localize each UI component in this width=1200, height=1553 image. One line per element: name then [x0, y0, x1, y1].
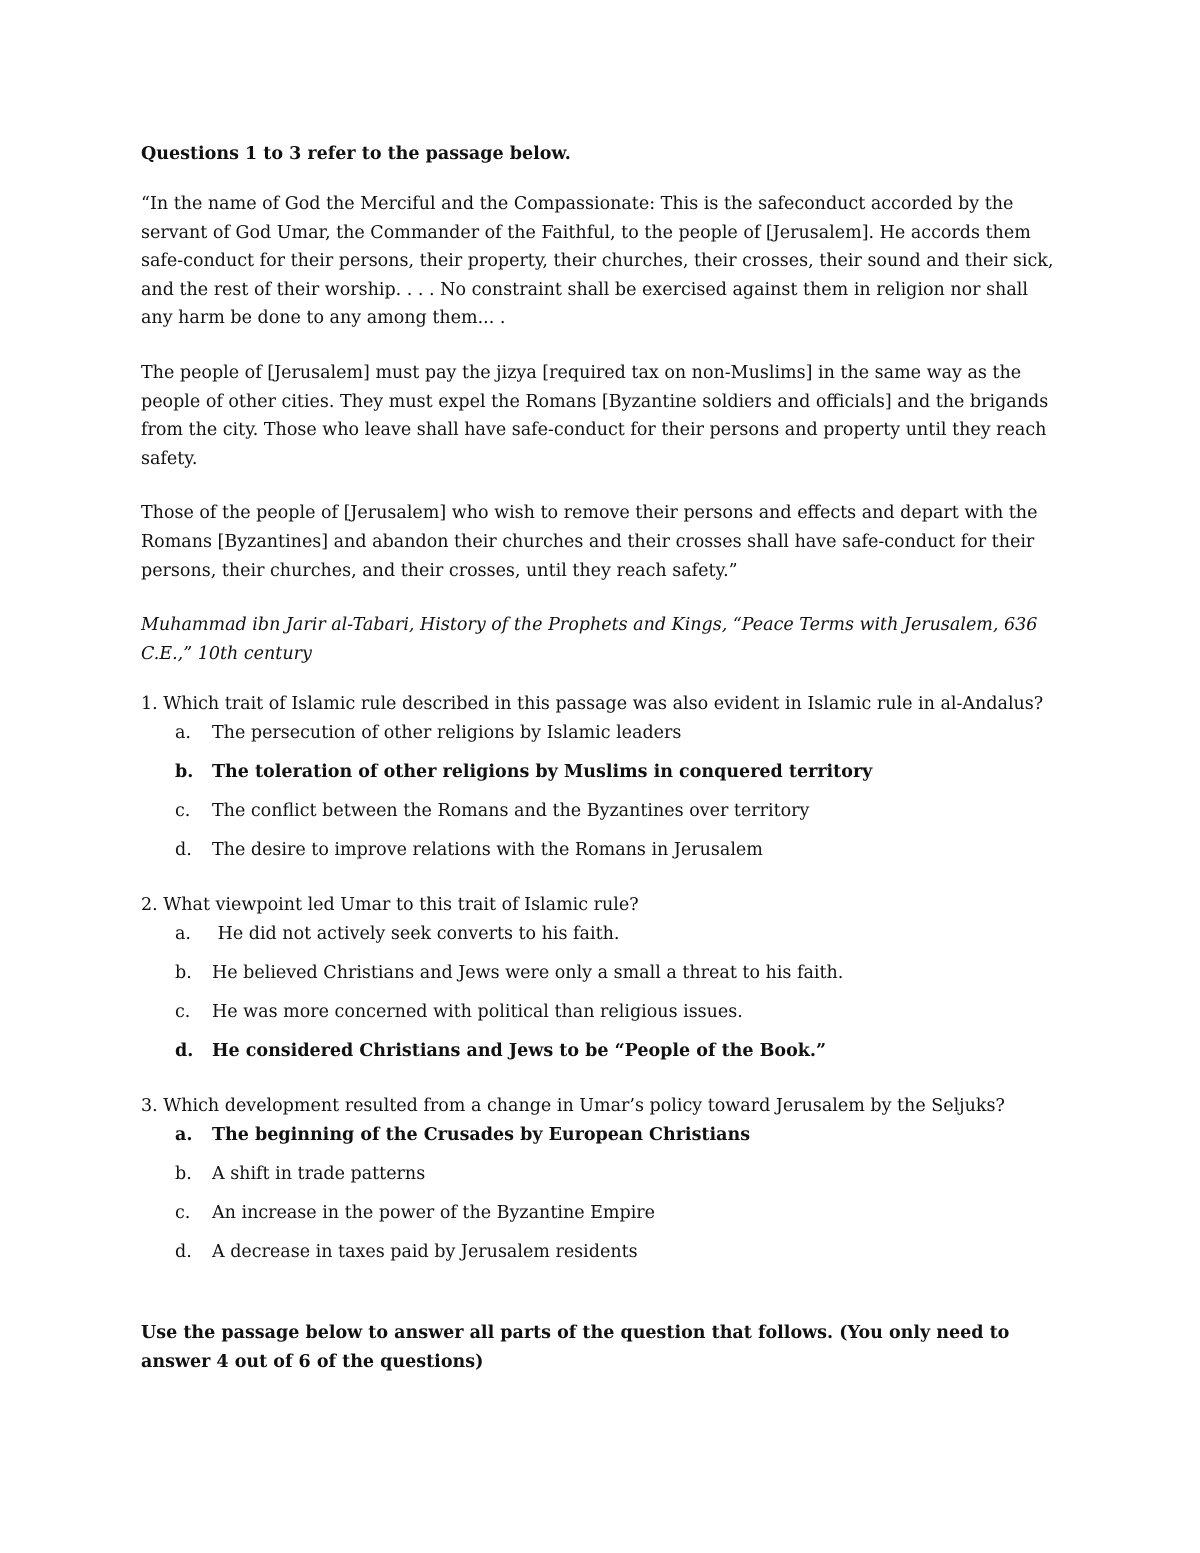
- question-text: 1. Which trait of Islamic rule described in this passage was also evident in Islamic rule in al-Andalus?: [141, 694, 1044, 715]
- option-text: A decrease in taxes paid by Jerusalem residents: [212, 1242, 638, 1263]
- question-text: 2. What viewpoint led Umar to this trait of Islamic rule?: [141, 895, 639, 916]
- option-text: An increase in the power of the Byzantine Empire: [212, 1203, 656, 1224]
- document-page: [141, 140, 1061, 1377]
- option-letter: a.: [175, 924, 191, 945]
- answer-option: [141, 998, 1061, 1037]
- option-letter: d.: [175, 840, 192, 861]
- option-text: He believed Christians and Jews were only a small a threat to his faith.: [212, 963, 844, 984]
- answer-option: [141, 797, 1061, 836]
- option-letter: b.: [175, 963, 192, 984]
- option-letter: b.: [175, 762, 194, 783]
- option-text: He was more concerned with political than religious issues.: [212, 1002, 743, 1023]
- passage-paragraph: “In the name of God the Merciful and the Compassionate: This is the safeconduct accorded by the servant of God Umar, the Commander of the Faithful, to the people of [Jerusalem]. He accords them safe-conduct for their persons, their property, their churches, their crosses, their sound and their sick, and the rest of their worship. . . . No constraint shall be exercised against them in religion nor shall any harm be done to any among them... .: [141, 194, 1054, 329]
- answer-option-correct: [141, 1121, 1061, 1160]
- section-heading: Questions 1 to 3 refer to the passage below.: [141, 144, 571, 164]
- answer-option-correct: [141, 758, 1061, 797]
- option-text: The toleration of other religions by Muslims in conquered territory: [212, 762, 873, 783]
- option-text: He did not actively seek converts to his faith.: [212, 924, 620, 945]
- question-block: [141, 1092, 1061, 1277]
- option-letter: a.: [175, 723, 191, 744]
- source-citation: Muhammad ibn Jarir al-Tabari, History of the Prophets and Kings, “Peace Terms with Jerusalem, 636 C.E.,” 10th century: [141, 615, 1038, 664]
- answer-option: [141, 1199, 1061, 1238]
- primary-source-passage: [141, 190, 1061, 585]
- option-text: The persecution of other religions by Islamic leaders: [212, 723, 682, 744]
- question-block: [141, 690, 1061, 875]
- option-text: The desire to improve relations with the Romans in Jerusalem: [212, 840, 763, 861]
- question-text: 3. Which development resulted from a change in Umar’s policy toward Jerusalem by the Seljuks?: [141, 1096, 1005, 1117]
- question-block: [141, 891, 1061, 1076]
- answer-option: [141, 1238, 1061, 1277]
- answer-options: [141, 1121, 1061, 1277]
- option-letter: c.: [175, 1203, 191, 1224]
- passage-paragraph: The people of [Jerusalem] must pay the jizya [required tax on non-Muslims] in the same way as the people of other cities. They must expel the Romans [Byzantine soldiers and officials] and the brigands from the city. Those who leave shall have safe-conduct for their persons and property until they reach safety.: [141, 362, 1049, 469]
- option-letter: b.: [175, 1164, 192, 1185]
- option-letter: a.: [175, 1125, 193, 1146]
- option-text: A shift in trade patterns: [212, 1164, 426, 1185]
- answer-options: [141, 719, 1061, 875]
- answer-option: [141, 836, 1061, 875]
- answer-option: [141, 1160, 1061, 1199]
- option-text: He considered Christians and Jews to be “People of the Book.”: [212, 1041, 827, 1062]
- option-text: The conflict between the Romans and the Byzantines over territory: [212, 801, 810, 822]
- answer-option: [141, 959, 1061, 998]
- final-instruction: Use the passage below to answer all parts of the question that follows. (You only need to answer 4 out of 6 of the questions): [141, 1323, 1010, 1373]
- option-letter: c.: [175, 801, 191, 822]
- passage-paragraph: Those of the people of [Jerusalem] who wish to remove their persons and effects and depart with the Romans [Byzantines] and abandon their churches and their crosses shall have safe-conduct for their persons, their churches, and their crosses, until they reach safety.”: [141, 503, 1038, 581]
- option-letter: d.: [175, 1041, 194, 1062]
- answer-option: [141, 920, 1061, 959]
- answer-option: [141, 719, 1061, 758]
- answer-option-correct: [141, 1037, 1061, 1076]
- answer-options: [141, 920, 1061, 1076]
- option-letter: d.: [175, 1242, 192, 1263]
- option-text: The beginning of the Crusades by European Christians: [212, 1125, 751, 1146]
- option-letter: c.: [175, 1002, 191, 1023]
